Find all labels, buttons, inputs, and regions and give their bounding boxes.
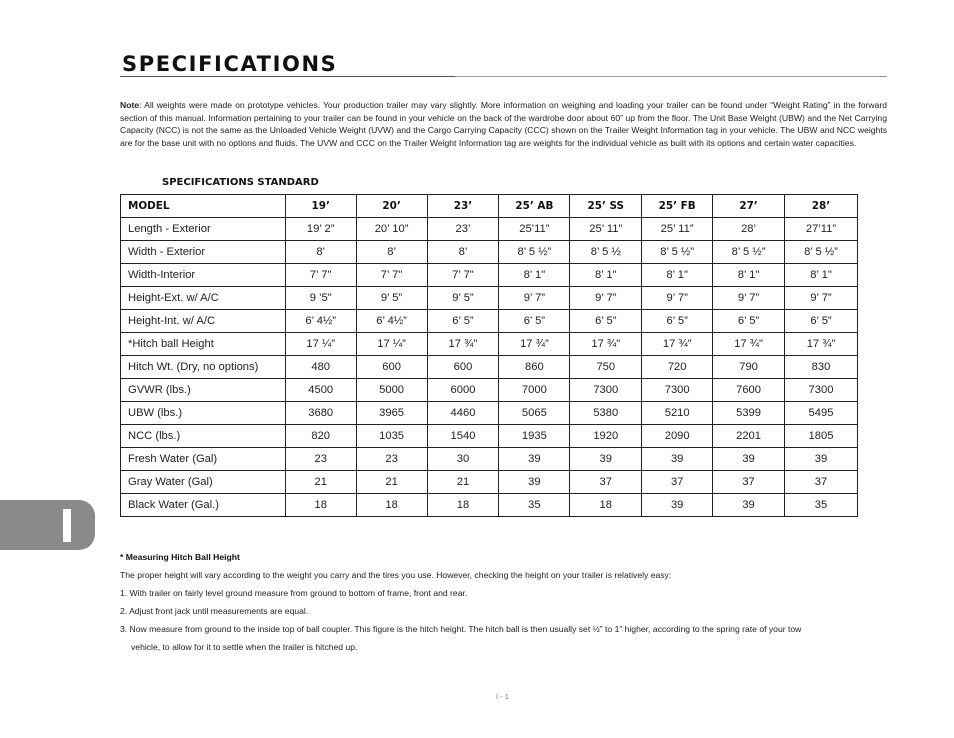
row-label: Width-Interior [121, 264, 286, 287]
table-cell: 600 [356, 356, 427, 379]
page-title: SPECIFICATIONS [122, 52, 338, 76]
table-cell: 4460 [427, 402, 499, 425]
table-cell: 39 [785, 448, 858, 471]
row-label: Hitch Wt. (Dry, no options) [121, 356, 286, 379]
header-cell: 25’ AB [499, 195, 570, 218]
page-number: I - 1 [496, 692, 509, 701]
table-cell: 35 [499, 494, 570, 517]
table-cell: 37 [785, 471, 858, 494]
table-cell: 18 [570, 494, 642, 517]
table-cell: 7300 [570, 379, 642, 402]
table-cell: 8’ 1" [642, 264, 713, 287]
table-cell: 8’ 5 ½” [499, 241, 570, 264]
table-cell: 2090 [642, 425, 713, 448]
table-row [121, 287, 858, 310]
table-cell: 25’ 11” [570, 218, 642, 241]
table-cell: 37 [642, 471, 713, 494]
table-cell: 3965 [356, 402, 427, 425]
table-cell: 790 [713, 356, 785, 379]
table-cell: 1805 [785, 425, 858, 448]
table-cell: 17 ¼” [356, 333, 427, 356]
table-cell: 6’ 5” [642, 310, 713, 333]
table-cell: 25’ 11” [642, 218, 713, 241]
specifications-table [120, 194, 858, 517]
table-cell: 1540 [427, 425, 499, 448]
table-cell: 37 [713, 471, 785, 494]
row-label: NCC (lbs.) [121, 425, 286, 448]
table-cell: 6’ 4½” [285, 310, 356, 333]
table-cell: 35 [785, 494, 858, 517]
table-cell: 7’ 7" [356, 264, 427, 287]
footnote-heading: * Measuring Hitch Ball Height [120, 552, 240, 562]
table-cell: 18 [285, 494, 356, 517]
table-cell: 8’ 1" [713, 264, 785, 287]
table-cell: 6’ 5” [427, 310, 499, 333]
table-cell: 7000 [499, 379, 570, 402]
row-label: UBW (lbs.) [121, 402, 286, 425]
header-cell: 27’ [713, 195, 785, 218]
table-cell: 7’ 7" [285, 264, 356, 287]
note-text: : All weights were made on prototype vehicles. Your production trailer may vary slightly. More information on weighing and loading your trailer can be found under “Weight Rating” in the forward section of this manual. Information pertaining to your trailer can be found in your vehicle on the back of the wardrobe door about 60” up from the floor. The Unit Base Weight (UBW) and the Net Carrying Capacity (NCC) is not the same as the Unloaded Vehicle Weight (UVW) and the Cargo Carrying Capacity (CCC) shown on the Trailer Weight Information tag in your vehicle. The UBW and NCC weights are for the base unit with no options and fluids. The UVW and CCC on the Trailer Weight Information tag are weights for the individual vehicle as built with its options and certain water capacities. [120, 100, 887, 148]
table-cell: 39 [713, 448, 785, 471]
table-cell: 21 [427, 471, 499, 494]
title-rule-accent [120, 76, 455, 77]
footnote-step-3: 3. Now measure from ground to the inside top of ball coupler. This figure is the hitch height. The hitch ball is then usually set ½” to 1” higher, according to the spring rate of your tow [120, 624, 802, 634]
header-cell: 20’ [356, 195, 427, 218]
table-cell: 21 [285, 471, 356, 494]
table-cell: 750 [570, 356, 642, 379]
header-model: MODEL [121, 195, 286, 218]
table-cell: 8’ 5 ½” [713, 241, 785, 264]
header-cell: 25’ SS [570, 195, 642, 218]
table-cell: 17 ¾” [785, 333, 858, 356]
table-cell: 5380 [570, 402, 642, 425]
table-cell: 30 [427, 448, 499, 471]
table-cell: 9’ 7” [785, 287, 858, 310]
table-cell: 6’ 5” [570, 310, 642, 333]
table-cell: 39 [642, 494, 713, 517]
table-cell: 1935 [499, 425, 570, 448]
row-label: Width - Exterior [121, 241, 286, 264]
table-cell: 17 ¾" [713, 333, 785, 356]
header-cell: 28’ [785, 195, 858, 218]
table-cell: 8’ [356, 241, 427, 264]
table-cell: 8’ 1" [499, 264, 570, 287]
table-cell: 600 [427, 356, 499, 379]
table-cell: 18 [427, 494, 499, 517]
table-cell: 23 [285, 448, 356, 471]
table-cell: 6’ 4½” [356, 310, 427, 333]
table-cell: 6’ 5” [713, 310, 785, 333]
table-cell: 8’ 5 ½ [570, 241, 642, 264]
table-cell: 8’ [427, 241, 499, 264]
table-row [121, 494, 858, 517]
table-cell: 9’ 7” [642, 287, 713, 310]
table-cell: 20’ 10” [356, 218, 427, 241]
table-row [121, 310, 858, 333]
table-row [121, 218, 858, 241]
row-label: *Hitch ball Height [121, 333, 286, 356]
table-cell: 39 [499, 448, 570, 471]
table-cell: 1920 [570, 425, 642, 448]
table-row [121, 471, 858, 494]
row-label: Fresh Water (Gal) [121, 448, 286, 471]
header-cell: 25’ FB [642, 195, 713, 218]
table-row [121, 402, 858, 425]
table-cell: 28’ [713, 218, 785, 241]
row-label: Height-Int. w/ A/C [121, 310, 286, 333]
row-label: Gray Water (Gal) [121, 471, 286, 494]
header-cell: 23’ [427, 195, 499, 218]
table-cell: 25’11” [499, 218, 570, 241]
table-row [121, 356, 858, 379]
table-cell: 2201 [713, 425, 785, 448]
table-cell: 860 [499, 356, 570, 379]
section-tab [0, 500, 95, 550]
table-cell: 480 [285, 356, 356, 379]
table-cell: 8’ 5 ½” [642, 241, 713, 264]
table-cell: 23 [356, 448, 427, 471]
table-cell: 19’ 2” [285, 218, 356, 241]
table-header-row [121, 195, 858, 218]
table-cell: 21 [356, 471, 427, 494]
table-cell: 9’ 5” [356, 287, 427, 310]
table-row [121, 241, 858, 264]
table-cell: 5065 [499, 402, 570, 425]
table-cell: 18 [356, 494, 427, 517]
table-cell: 39 [642, 448, 713, 471]
row-label: Length - Exterior [121, 218, 286, 241]
footnote-step-1: 1. With trailer on fairly level ground measure from ground to bottom of frame, front and rear. [120, 588, 468, 598]
table-cell: 5210 [642, 402, 713, 425]
table-cell: 820 [285, 425, 356, 448]
table-cell: 37 [570, 471, 642, 494]
table-cell: 17 ¼” [285, 333, 356, 356]
table-body [121, 218, 858, 517]
table-cell: 9’ 7” [713, 287, 785, 310]
table-row [121, 425, 858, 448]
table-cell: 8’ 5 ½” [785, 241, 858, 264]
table-cell: 39 [570, 448, 642, 471]
table-cell: 8’ 1" [570, 264, 642, 287]
table-cell: 720 [642, 356, 713, 379]
table-cell: 6’ 5” [499, 310, 570, 333]
footnote-intro: The proper height will vary according to the weight you carry and the tires you use. However, checking the height on your trailer is relatively easy: [120, 570, 672, 580]
table-cell: 39 [713, 494, 785, 517]
table-cell: 3680 [285, 402, 356, 425]
table-cell: 39 [499, 471, 570, 494]
footnote-step-2: 2. Adjust front jack until measurements are equal. [120, 606, 309, 616]
table-cell: 9’ 7” [499, 287, 570, 310]
section-tab-marker [63, 509, 71, 542]
table-cell: 1035 [356, 425, 427, 448]
table-cell: 9’ 7” [570, 287, 642, 310]
table-cell: 7300 [785, 379, 858, 402]
table-cell: 17 ¾" [427, 333, 499, 356]
table-cell: 9’ 5” [427, 287, 499, 310]
table-cell: 5495 [785, 402, 858, 425]
row-label: GVWR (lbs.) [121, 379, 286, 402]
table-row [121, 264, 858, 287]
table-cell: 23’ [427, 218, 499, 241]
table-cell: 5000 [356, 379, 427, 402]
table-cell: 6’ 5” [785, 310, 858, 333]
table-cell: 27’11” [785, 218, 858, 241]
table-cell: 7300 [642, 379, 713, 402]
table-cell: 8’ 1" [785, 264, 858, 287]
note-label: Note [120, 100, 140, 110]
table-row [121, 379, 858, 402]
table-cell: 17 ¾” [499, 333, 570, 356]
row-label: Height-Ext. w/ A/C [121, 287, 286, 310]
table-row [121, 333, 858, 356]
table-cell: 5399 [713, 402, 785, 425]
table-row [121, 448, 858, 471]
table-cell: 7’ 7" [427, 264, 499, 287]
footnote-step-3-continued: vehicle, to allow for it to settle when the trailer is hitched up. [131, 642, 358, 652]
row-label: Black Water (Gal.) [121, 494, 286, 517]
table-cell: 830 [785, 356, 858, 379]
table-cell: 8’ [285, 241, 356, 264]
table-cell: 17 ¾” [642, 333, 713, 356]
table-cell: 9 ’5" [285, 287, 356, 310]
table-cell: 7600 [713, 379, 785, 402]
header-cell: 19’ [285, 195, 356, 218]
table-cell: 6000 [427, 379, 499, 402]
table-cell: 17 ¾" [570, 333, 642, 356]
weight-note [120, 99, 887, 149]
table-cell: 4500 [285, 379, 356, 402]
specifications-subheading: SPECIFICATIONS STANDARD [162, 177, 319, 188]
